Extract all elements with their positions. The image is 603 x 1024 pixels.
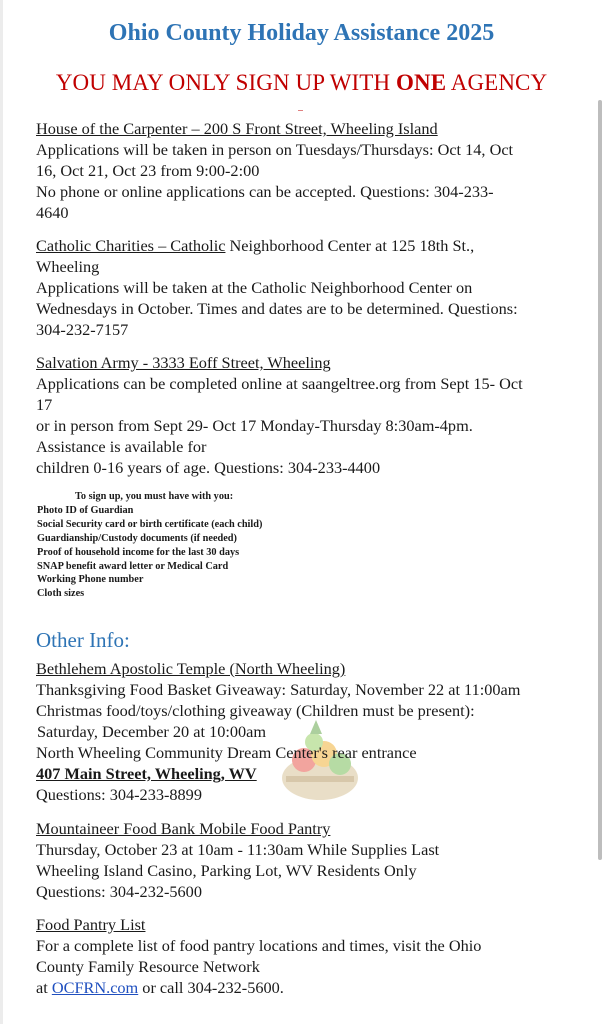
agency-text: Applications can be completed online at saangeltree.org from Sept 15- Oct: [36, 374, 523, 393]
section-text: Thursday, October 23 at 10am - 11:30am While Supplies Last: [36, 840, 440, 859]
requirement-item: Photo ID of Guardian: [37, 504, 134, 516]
section-heading: Mountaineer Food Bank Mobile Food Pantry: [36, 819, 331, 838]
agency-text: 304-232-7157: [36, 320, 129, 339]
agency-house-of-carpenter: [36, 118, 576, 223]
signup-requirements: [37, 490, 337, 601]
agency-heading-line2: Wheeling: [36, 257, 100, 276]
scrollbar[interactable]: [598, 100, 602, 860]
agency-heading: House of the Carpenter – 200 S Front Street, Wheeling Island: [36, 119, 438, 138]
agency-text: Wednesdays in October. Times and dates are to be determined. Questions:: [36, 299, 518, 318]
pantry-link-line: [36, 977, 576, 998]
other-info-heading: Other Info:: [36, 628, 130, 652]
page-edge: [0, 0, 3, 1024]
section-heading: Bethlehem Apostolic Temple (North Wheeling): [36, 659, 346, 678]
section-text: Christmas food/toys/clothing giveaway (Children must be present):: [36, 701, 475, 720]
requirement-item: SNAP benefit award letter or Medical Card: [37, 560, 229, 572]
section-text: Wheeling Island Casino, Parking Lot, WV Residents Only: [36, 861, 417, 880]
decorative-mark: [298, 110, 303, 111]
section-text: Saturday, December 20 at 10:00am: [37, 722, 267, 741]
section-text: County Family Resource Network: [36, 957, 260, 976]
warning-suffix: AGENCY: [446, 70, 548, 95]
mountaineer-section: [36, 818, 576, 902]
agency-text: Applications will be taken in person on Tuesdays/Thursdays: Oct 14, Oct: [36, 140, 514, 159]
agency-heading-rest: Neighborhood Center at 125 18th St.,: [225, 236, 475, 255]
agency-text: Assistance is available for: [36, 437, 207, 456]
agency-heading-underlined: Catholic Charities – Catholic: [36, 236, 226, 255]
call-suffix: or call 304-232-5600.: [138, 978, 284, 997]
agency-text: children 0-16 years of age. Questions: 304-233-4400: [36, 458, 381, 477]
agency-heading: Salvation Army - 3333 Eoff Street, Wheeling: [36, 353, 331, 372]
section-text: Questions: 304-233-8899: [36, 785, 202, 804]
warning-prefix: YOU MAY ONLY SIGN UP WITH: [55, 70, 397, 95]
requirement-item: Guardianship/Custody documents (if needed): [37, 532, 237, 544]
agency-text: 4640: [36, 203, 69, 222]
warning-emphasis: ONE: [396, 70, 447, 95]
agency-text: 16, Oct 21, Oct 23 from 9:00-2:00: [36, 161, 260, 180]
agency-text: or in person from Sept 29- Oct 17 Monday-Thursday 8:30am-4pm.: [36, 416, 473, 435]
section-text: For a complete list of food pantry locations and times, visit the Ohio: [36, 936, 482, 955]
agency-salvation-army: [36, 352, 576, 478]
section-text: Questions: 304-232-5600: [36, 882, 202, 901]
requirement-item: Proof of household income for the last 30 days: [37, 546, 240, 558]
bethlehem-address: 407 Main Street, Wheeling, WV: [36, 764, 257, 783]
agency-text: No phone or online applications can be accepted. Questions: 304-233-: [36, 182, 494, 201]
section-heading: Food Pantry List: [36, 915, 146, 934]
at-prefix: at: [36, 978, 52, 997]
section-text: Thanksgiving Food Basket Giveaway: Saturday, November 22 at 11:00am: [36, 680, 521, 699]
bethlehem-section: [36, 658, 576, 805]
section-text: North Wheeling Community Dream Center's rear entrance: [36, 743, 417, 762]
agency-heading: [36, 235, 576, 256]
requirement-item: Social Security card or birth certificate (each child): [37, 518, 263, 530]
requirement-item: Cloth sizes: [37, 588, 85, 600]
one-agency-warning: [0, 70, 603, 96]
agency-text: Applications will be taken at the Catholic Neighborhood Center on: [36, 278, 473, 297]
requirement-item: Working Phone number: [37, 574, 144, 586]
food-pantry-section: [36, 914, 576, 998]
page-title: Ohio County Holiday Assistance 2025: [108, 20, 495, 46]
agency-text: 17: [36, 395, 53, 414]
ocfrn-link[interactable]: OCFRN.com: [51, 978, 139, 997]
agency-catholic-charities: [36, 235, 576, 340]
requirements-heading: To sign up, you must have with you:: [75, 491, 234, 502]
